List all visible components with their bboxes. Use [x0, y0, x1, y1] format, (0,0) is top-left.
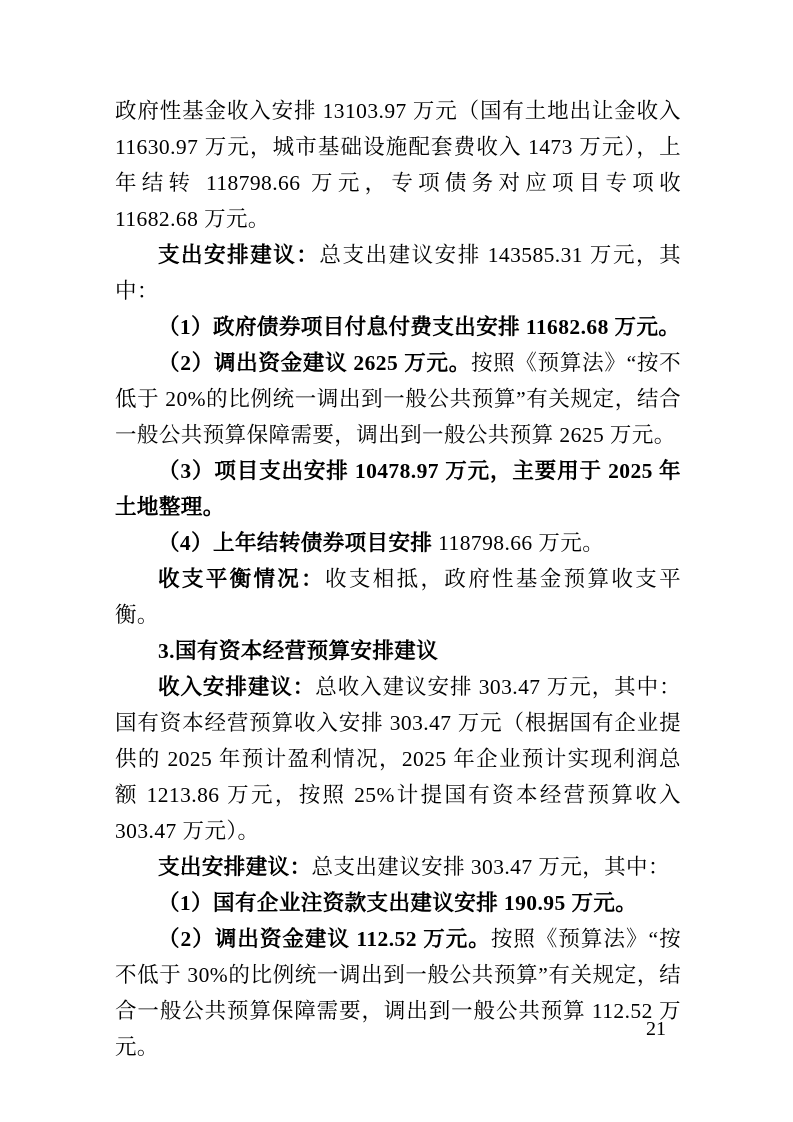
paragraph [115, 561, 681, 633]
text-segment: 总支出建议安排 303.47 万元，其中： [311, 855, 670, 879]
paragraph [115, 633, 681, 669]
paragraph [115, 669, 681, 849]
text-segment-bold: 3.国有资本经营预算安排建议 [158, 639, 439, 663]
paragraph [115, 345, 681, 453]
paragraph [115, 525, 681, 561]
text-segment: 总收入建议安排 303.47 万元，其中：国有资本经营预算收入安排 303.47 万元（根据国有企业提供的 2025 年预计盈利情况，2025 年企业预计实现利润总额 1213.86 万元，按照 25%计提国有资本经营预算收入 303.47 万元）。 [115, 675, 682, 843]
text-segment-bold: （2）调出资金建议 112.52 万元。 [158, 927, 491, 951]
text-segment: 按照《预算法》“按不低于 20%的比例统一调出到一般公共预算”有关规定，结合一般公共预算保障需要，调出到一般公共预算 2625 万元。 [115, 351, 681, 447]
text-segment-bold: （1）政府债券项目付息付费支出安排 11682.68 万元。 [158, 315, 681, 339]
page-number: 21 [646, 1018, 666, 1040]
text-segment-bold: （2）调出资金建议 2625 万元。 [158, 351, 471, 375]
text-segment-bold: （3）项目支出安排 10478.97 万元，主要用于 2025 年土地整理。 [115, 459, 681, 519]
paragraph [115, 885, 681, 921]
paragraph [115, 237, 681, 309]
paragraph [115, 309, 681, 345]
text-segment-bold: 支出安排建议： [158, 855, 312, 879]
text-segment-bold: 收入安排建议： [158, 675, 316, 699]
text-segment: 政府性基金收入安排 13103.97 万元（国有土地出让金收入 11630.97 万元，城市基础设施配套费收入 1473 万元），上年结转 118798.66 万元，专项债务对应项目专项收 11682.68 万元。 [115, 99, 681, 231]
paragraph [115, 921, 681, 1065]
paragraph [115, 453, 681, 525]
text-segment-bold: （1）国有企业注资款支出建议安排 190.95 万元。 [158, 891, 638, 915]
document-body [115, 93, 681, 1065]
paragraph [115, 849, 681, 885]
text-segment-bold: （4）上年结转债券项目安排 [158, 531, 439, 555]
text-segment: 118798.66 万元。 [438, 531, 605, 555]
text-segment: 收支相抵，政府性基金预算收支平衡。 [115, 567, 682, 627]
text-segment: 按照《预算法》“按不低于 30%的比例统一调出到一般公共预算”有关规定，结合一般公共预算保障需要，调出到一般公共预算 112.52 万元。 [115, 927, 681, 1059]
text-segment-bold: 支出安排建议： [158, 243, 320, 267]
text-segment: 总支出建议安排 143585.31 万元，其中： [115, 243, 682, 303]
text-segment-bold: 收支平衡情况： [158, 567, 326, 591]
paragraph [115, 93, 681, 237]
